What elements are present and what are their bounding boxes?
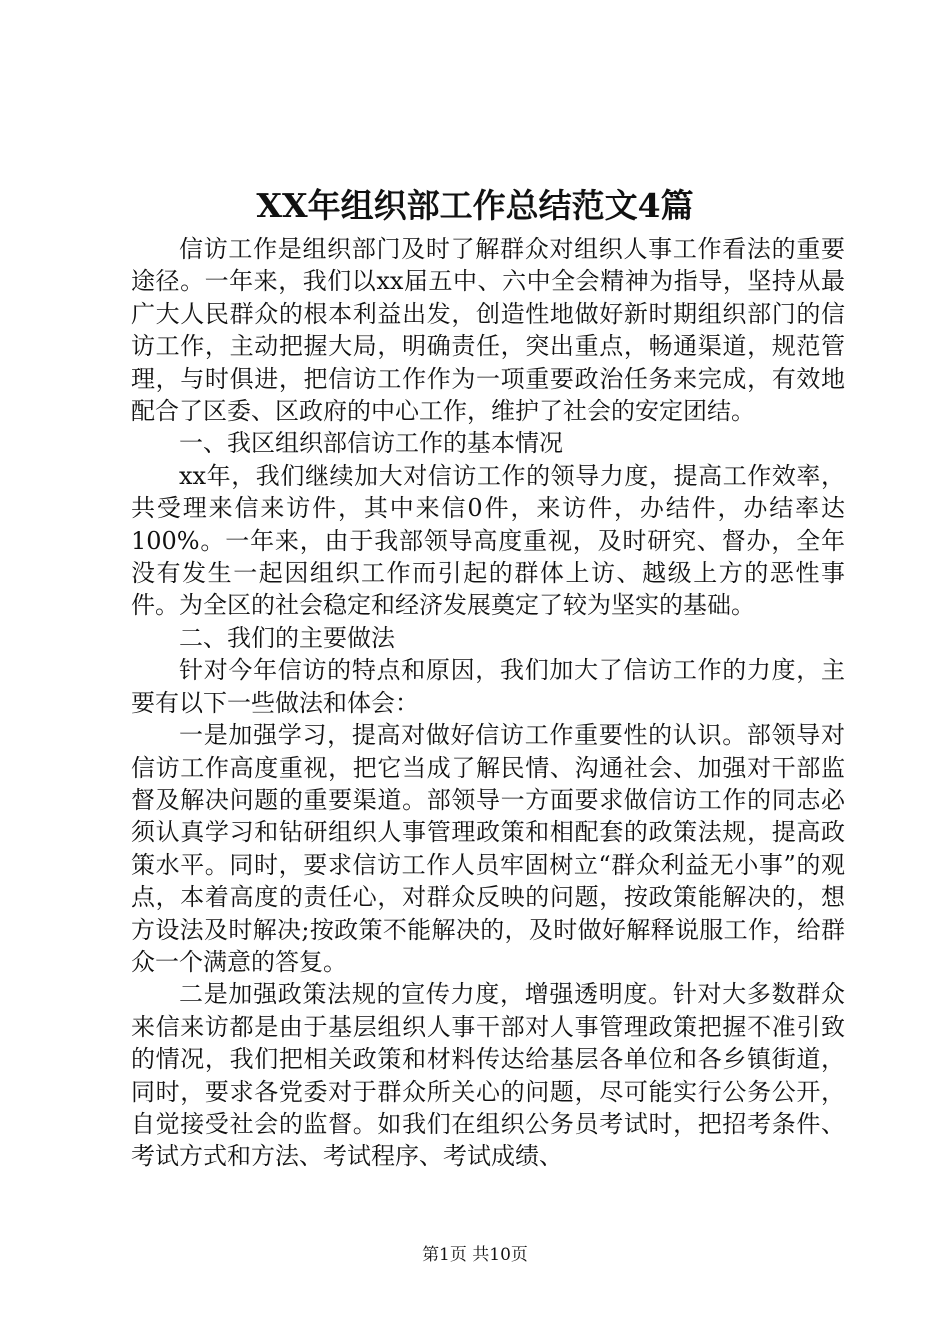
section-heading-2: 二、我们的主要做法 [179, 623, 395, 652]
section-heading-1: 一、我区组织部信访工作的基本情况 [179, 429, 563, 458]
paragraph-intro: 信访工作是组织部门及时了解群众对组织人事工作看法的重要途径。一年来，我们以xx届五中、六中全会精神为指导，坚持从最广大人民群众的根本利益出发，创造性地做好新时期组织部门的信访工作，主动把握大局，明确责任，突出重点，畅通渠道，规范管理，与时俱进，把信访工作作为一项重要政治任务来完成，有效地配合了区委、区政府的中心工作，维护了社会的安定团结。 [131, 235, 845, 426]
document-body [131, 233, 845, 1173]
paragraph-method-2: 二是加强政策法规的宣传力度，增强透明度。针对大多数群众来信来访都是由于基层组织人事干部对人事管理政策把握不准引致的情况，我们把相关政策和材料传达给基层各单位和各乡镇街道，同时，要求各党委对于群众所关心的问题，尽可能实行公务公开，自觉接受社会的监督。如我们在组织公务员考试时，把招考条件、考试方式和方法、考试程序、考试成绩、 [131, 980, 845, 1171]
paragraph-main-methods: 针对今年信访的特点和原因，我们加大了信访工作的力度，主要有以下一些做法和体会： [131, 656, 845, 717]
paragraph-basic-situation: xx年，我们继续加大对信访工作的领导力度，提高工作效率，共受理来信来访件，其中来信0件，来访件，办结件，办结率达100%。一年来，由于我部领导高度重视，及时研究、督办，全年没有发生一起因组织工作而引起的群体上访、越级上方的恶性事件。为全区的社会稳定和经济发展奠定了较为坚实的基础。 [131, 461, 845, 620]
document-title: XX年组织部工作总结范文4篇 [256, 186, 694, 225]
page-footer: 第1页 共10页 [422, 1245, 528, 1265]
paragraph-method-1: 一是加强学习，提高对做好信访工作重要性的认识。部领导对信访工作高度重视，把它当成了解民情、沟通社会、加强对干部监督及解决问题的重要渠道。部领导一方面要求做信访工作的同志必须认真学习和钻研组织人事管理政策和相配套的政策法规，提高政策水平。同时，要求信访工作人员牢固树立“群众利益无小事”的观点，本着高度的责任心，对群众反映的问题，按政策能解决的，想方设法及时解决;按政策不能解决的，及时做好解释说服工作，给群众一个满意的答复。 [131, 721, 845, 976]
